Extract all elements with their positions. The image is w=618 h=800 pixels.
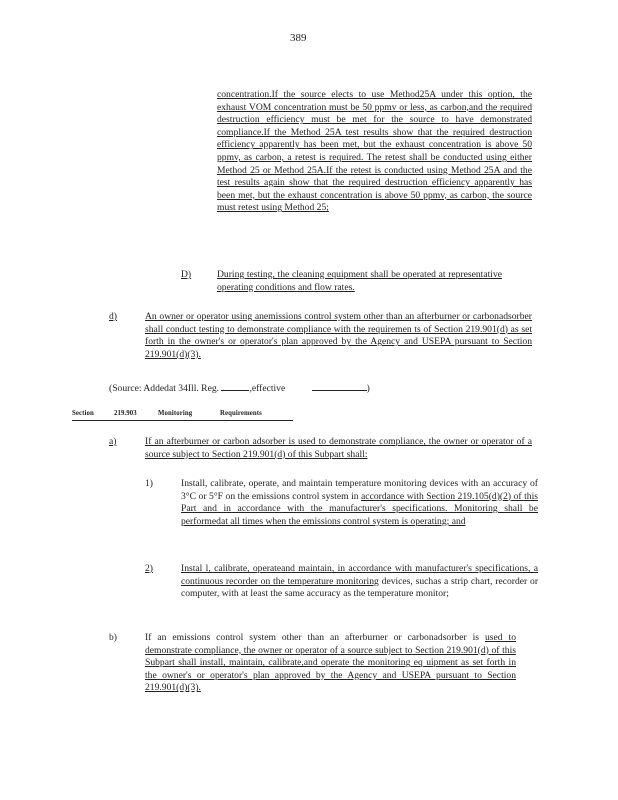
- continuation-text: concentration.If the source elects to use Method25A under this option, the exhaust VOM concentration must be 50 ppmv or less, as carbon,and the required destruction efficiency must be met for the source to have demonstrated compliance.If the Method 25A test results show that the required destruction efficiency apparently has been met, but the exhaust concentration is above 50 ppmv, as carbon, a retest is required. The retest shall be conducted using either Method 25 or Method 25A.If the retest is conducted using Method 25A and the test results again show that the required destruction efficiency apparently has been met, but the exhaust concentration is above 50 ppmv, as carbon, the source must retest using Method 25;: [217, 89, 532, 214]
- item-a2-text: [181, 563, 538, 601]
- source-effective: ,effective: [249, 383, 286, 394]
- item-a1-label: 1): [145, 478, 153, 489]
- section-title-1: Monitoring: [158, 410, 193, 417]
- item-a-text: [145, 436, 532, 461]
- item-a2-underlined: Instal l, calibrate, operateand maintain, in accordance with manufacturer's specifications, a continuous recorder on the temperature monitoring: [181, 563, 538, 587]
- item-a1-text: [181, 478, 538, 528]
- section-heading-rule: [72, 420, 293, 421]
- item-d-text: [145, 311, 532, 361]
- item-b-underlined: used to demonstrate compliance, the owner or operator of a source subject to Section 219.901(d) of this Subpart shall install, maintain, calibrate,and operate the monitoring eq uipment as set forth in the owner's or operator's plan approved by the Agency and USEPA pursuant to Section 219.901(d)(3).: [145, 632, 517, 694]
- item-D-label: D): [181, 269, 192, 280]
- item-b-plain: If an emissions control system other than an afterburner or carbonadsorber is: [145, 632, 480, 643]
- item-a1-underlined: accordance with Section 219.105(d)(2) of this Part and in accordance with the manufacturer's specifications. Monitoring shall be performedat all times when the emissions control system is operating; and: [181, 490, 538, 527]
- item-a1-plain: Install, calibrate, operate, and maintain temperature monitoring devices with an accuracy of 3°C or 5°F on the emissions control system in: [181, 478, 538, 502]
- item-D-body: During testing, the cleaning equipment shall be operated at representative operating conditions and flow rates.: [217, 269, 502, 293]
- item-b-text: [145, 632, 516, 695]
- page-number: 389: [290, 32, 307, 44]
- item-b-label: b): [109, 632, 117, 643]
- source-suffix: ): [366, 383, 370, 394]
- effective-blank: [312, 381, 367, 391]
- section-word: Section: [72, 410, 94, 417]
- item-a2-plain: devices, suchas a strip chart, recorder or computer, with at least the same accuracy as the temperature monitor;: [181, 575, 539, 600]
- item-a-body: If an afterburner or carbon adsorber is used to demonstrate compliance, the owner or operator of a source subject to Section 219.901(d) of this Subpart shall:: [145, 436, 532, 460]
- reg-blank: [221, 381, 249, 391]
- item-a-label: a): [109, 436, 117, 447]
- item-d-label: d): [109, 311, 117, 322]
- section-title-2: Requirements: [220, 410, 262, 417]
- item-D-text: [217, 269, 502, 294]
- continuation-paragraph: [217, 89, 532, 215]
- source-line: [109, 381, 370, 396]
- item-a2-label: 2): [145, 563, 153, 574]
- source-prefix: (Source: Addedat 34Ill. Reg.: [109, 383, 220, 394]
- section-number: 219.903: [114, 410, 137, 417]
- item-d-body: An owner or operator using anemissions control system other than an afterburner or carbonadsorber shall conduct testing to demonstrate compliance with the requiremen ts of Section 219.901(d) as set forth in the owner's or operator's plan approved by the Agency and USEPA pursuant to Section 219.901(d)(3).: [145, 311, 532, 360]
